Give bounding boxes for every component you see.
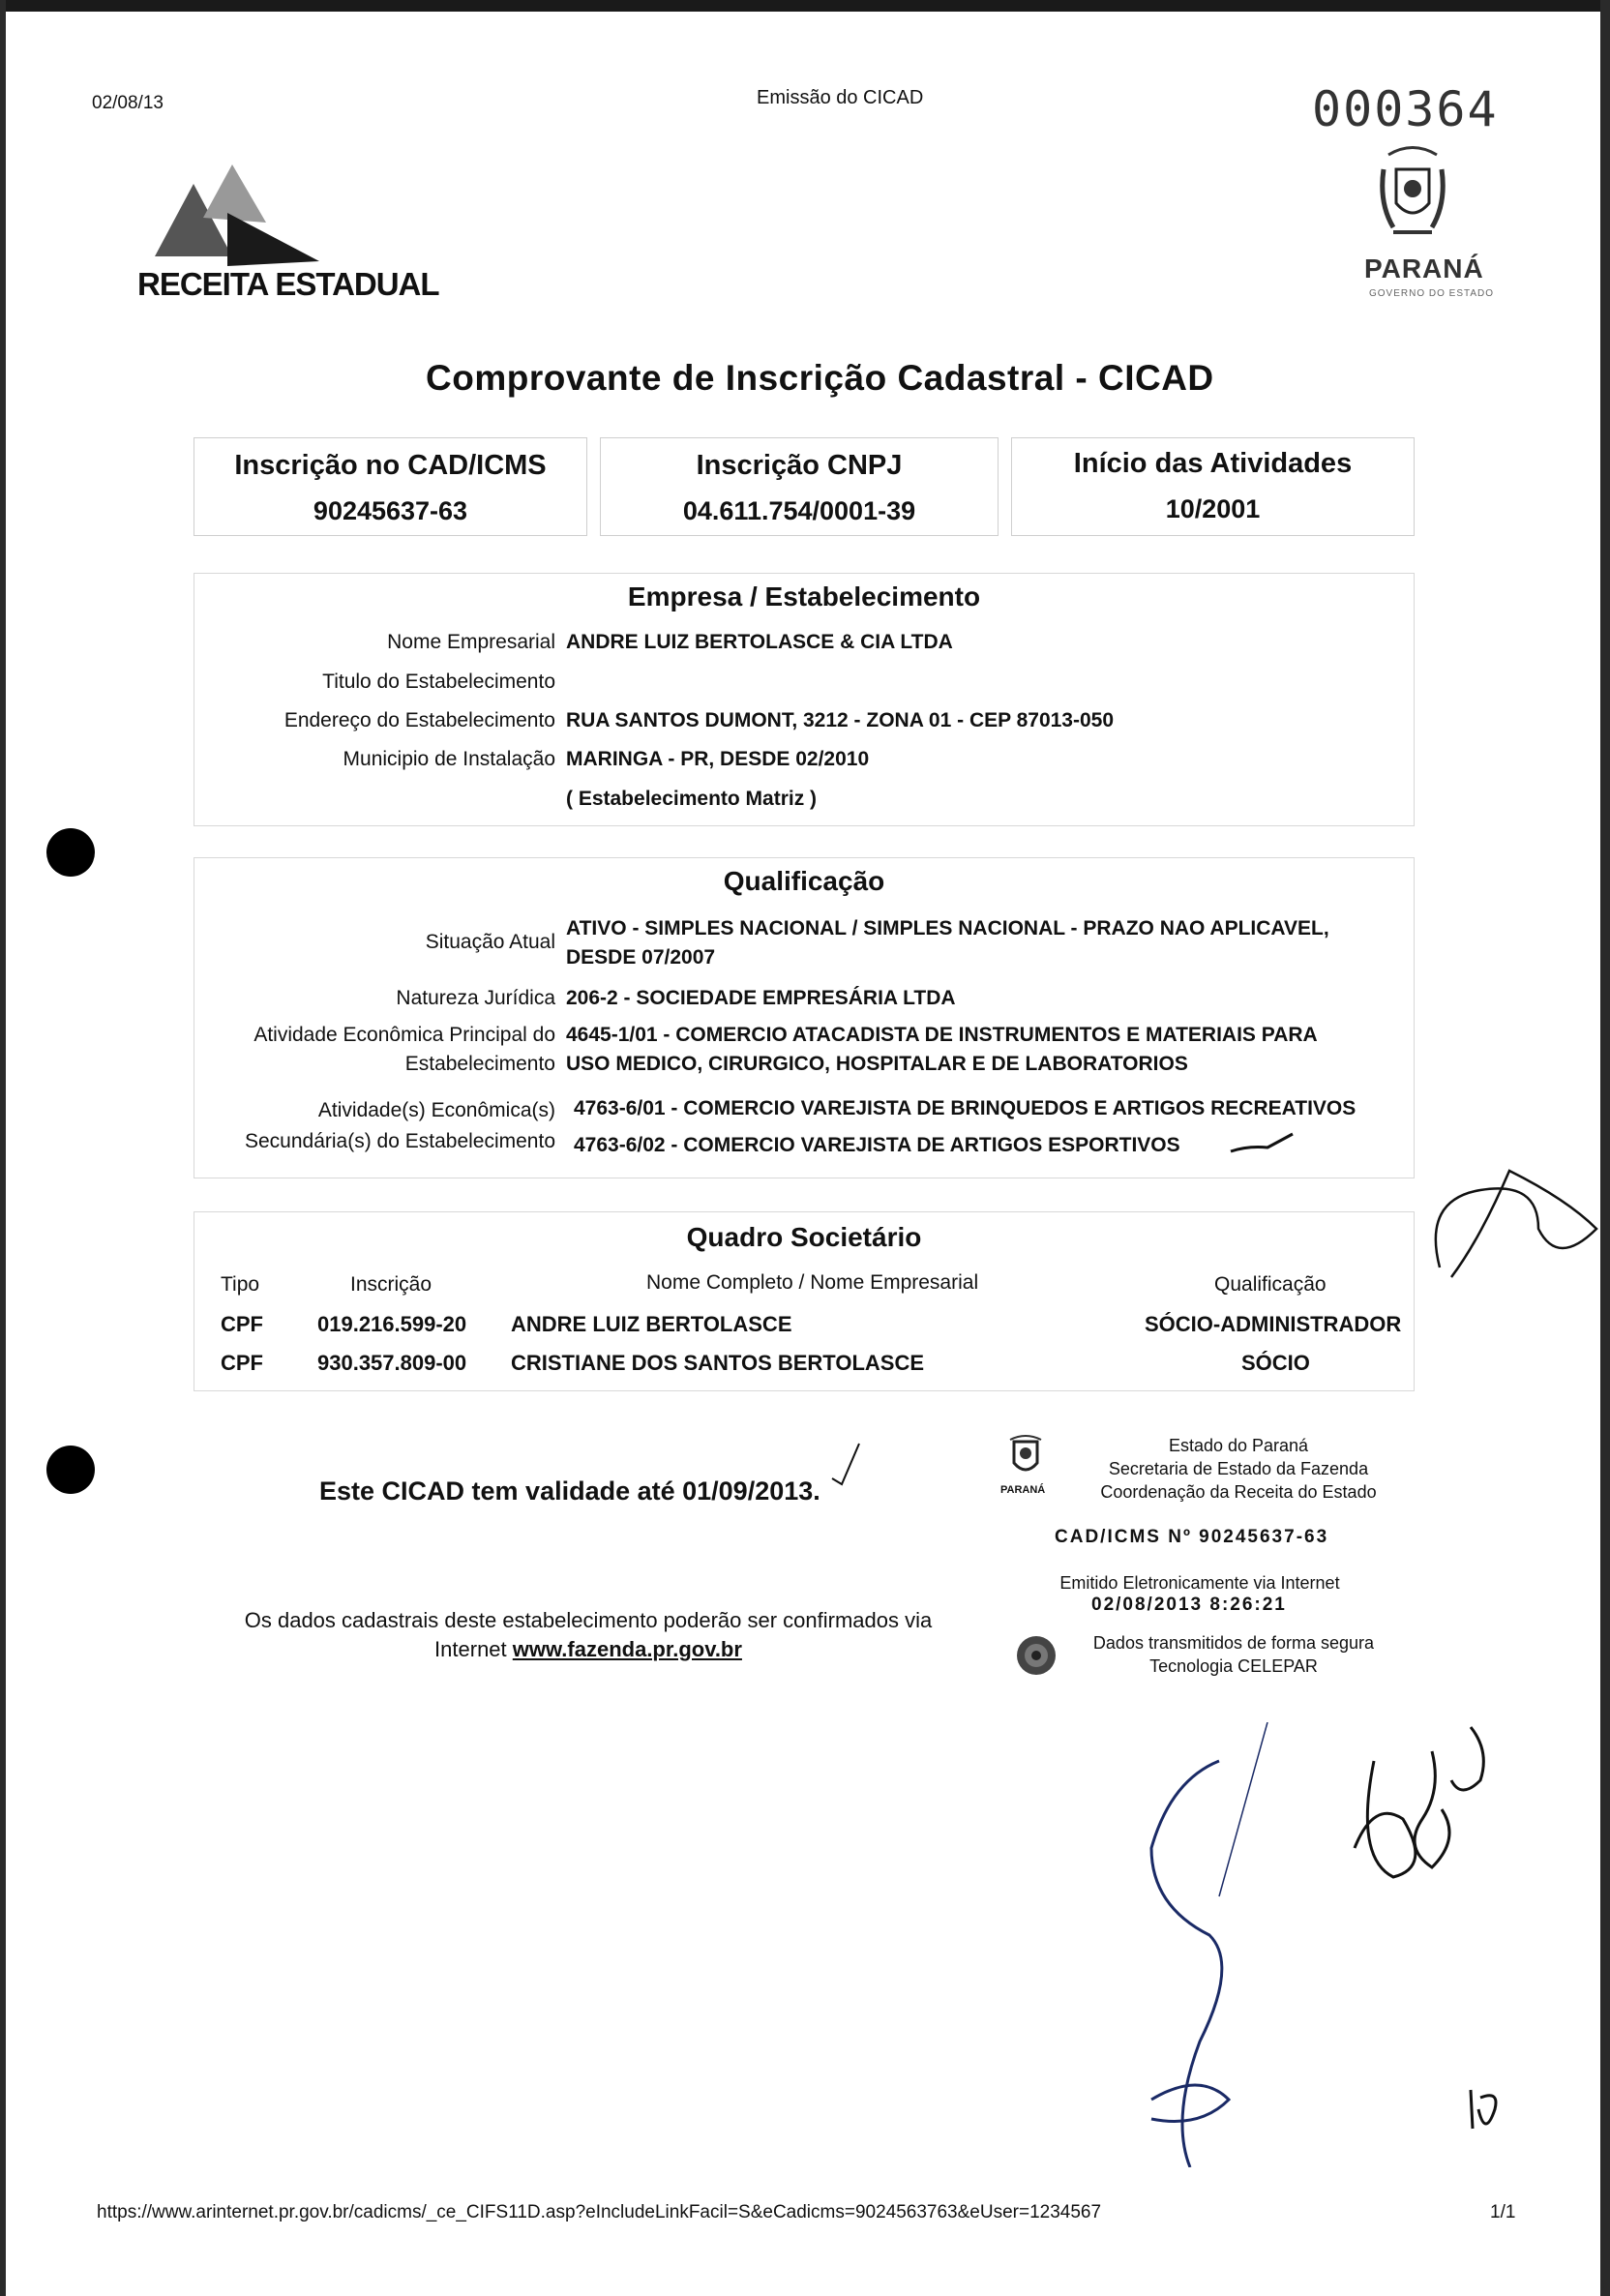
row-nome: ANDRE LUIZ BERTOLASCE xyxy=(511,1312,792,1336)
stamp-datetime: 02/08/2013 8:26:21 xyxy=(1091,1595,1287,1615)
parana-small-crest-icon xyxy=(1006,1434,1045,1480)
parana-logo-subtext: GOVERNO DO ESTADO xyxy=(1369,288,1495,299)
footer-page-number: 1/1 xyxy=(1490,2202,1516,2222)
cnpj-value: 04.611.754/0001-39 xyxy=(682,496,916,525)
row-nome: CRISTIANE DOS SANTOS BERTOLASCE xyxy=(511,1351,925,1375)
print-title: Emissão do CICAD xyxy=(757,87,924,108)
col-header-qualificacao: Qualificação xyxy=(1214,1273,1327,1296)
validity-text: Este CICAD tem validade até 01/09/2013. xyxy=(319,1476,820,1506)
page-title: Comprovante de Inscrição Cadastral - CICAD xyxy=(426,358,1214,398)
verification-note-line1: Os dados cadastrais deste estabelecimento poderão ser confirmados via xyxy=(244,1608,933,1632)
tipo-estabelecimento: ( Estabelecimento Matriz ) xyxy=(566,788,818,810)
scan-right-border xyxy=(1600,0,1610,2296)
endereco-value: RUA SANTOS DUMONT, 3212 - ZONA 01 - CEP 87013-050 xyxy=(566,709,1115,731)
verification-note-prefix: Internet xyxy=(434,1637,507,1661)
handwritten-signature xyxy=(1113,1722,1538,2167)
inicio-atividades-value: 10/2001 xyxy=(1165,494,1261,523)
natureza-juridica-value: 206-2 - SOCIEDADE EMPRESÁRIA LTDA xyxy=(566,987,956,1009)
row-inscricao: 930.357.809-00 xyxy=(317,1351,467,1375)
atividade-secundaria-label-2: Secundária(s) do Estabelecimento xyxy=(244,1130,555,1152)
punch-hole xyxy=(46,828,95,877)
stamp-cad-number: CAD/ICMS Nº 90245637-63 xyxy=(1055,1527,1329,1547)
quadro-section-title: Quadro Societário xyxy=(686,1222,922,1252)
cnpj-box xyxy=(600,437,999,536)
col-header-inscricao: Inscrição xyxy=(350,1273,432,1296)
row-tipo: CPF xyxy=(221,1312,263,1336)
titulo-estabelecimento-label: Titulo do Estabelecimento xyxy=(322,671,555,693)
secure-seal-icon xyxy=(1014,1633,1058,1678)
col-header-tipo: Tipo xyxy=(221,1273,260,1296)
cad-icms-box xyxy=(194,437,587,536)
endereco-label: Endereço do Estabelecimento xyxy=(283,709,555,731)
atividade-principal-line2: USO MEDICO, CIRURGICO, HOSPITALAR E DE LABORATORIOS xyxy=(566,1053,1188,1075)
row-tipo: CPF xyxy=(221,1351,263,1375)
stamp-line3: Coordenação da Receita do Estado xyxy=(1100,1482,1377,1502)
atividade-secundaria-line1: 4763-6/01 - COMERCIO VAREJISTA DE BRINQUEDOS E ARTIGOS RECREATIVOS xyxy=(574,1097,1357,1119)
atividade-secundaria-label-1: Atividade(s) Econômica(s) xyxy=(317,1099,555,1121)
qualificacao-section-title: Qualificação xyxy=(723,866,885,896)
situacao-line1: ATIVO - SIMPLES NACIONAL / SIMPLES NACIONAL - PRAZO NAO APLICAVEL, xyxy=(566,917,1329,939)
atividade-principal-label-2: Estabelecimento xyxy=(404,1053,555,1075)
handwritten-tick xyxy=(824,1442,873,1500)
verification-note xyxy=(221,1606,956,1664)
handwritten-checkmark xyxy=(1229,1130,1297,1159)
punch-hole xyxy=(46,1446,95,1494)
parana-crest-icon xyxy=(1379,145,1446,247)
atividade-principal-label-1: Atividade Econômica Principal do xyxy=(253,1024,555,1046)
nome-empresarial-label: Nome Empresarial xyxy=(387,631,555,653)
natureza-juridica-label: Natureza Jurídica xyxy=(396,987,555,1009)
stamp-logo-text: PARANÁ xyxy=(1000,1484,1046,1496)
row-qualificacao: SÓCIO xyxy=(1241,1351,1310,1375)
scan-left-border xyxy=(0,0,6,2296)
row-qualificacao: SÓCIO-ADMINISTRADOR xyxy=(1145,1312,1402,1336)
stamp-seguro1: Dados transmitidos de forma segura xyxy=(1092,1633,1375,1653)
situacao-line2: DESDE 07/2007 xyxy=(566,946,716,969)
cad-icms-value: 90245637-63 xyxy=(313,496,468,525)
nome-empresarial-value: ANDRE LUIZ BERTOLASCE & CIA LTDA xyxy=(566,631,953,653)
stamp-seguro2: Tecnologia CELEPAR xyxy=(1149,1656,1318,1676)
cnpj-label: Inscrição CNPJ xyxy=(696,450,903,481)
parana-logo-text: PARANÁ xyxy=(1364,253,1484,283)
receita-estadual-logo-text: RECEITA ESTADUAL xyxy=(137,266,439,302)
inicio-atividades-label: Início das Atividades xyxy=(1073,448,1353,479)
municipio-label: Municipio de Instalação xyxy=(343,748,555,770)
situacao-label: Situação Atual xyxy=(425,931,555,953)
empresa-section-title: Empresa / Estabelecimento xyxy=(627,581,981,611)
stamp-line2: Secretaria de Estado da Fazenda xyxy=(1108,1459,1369,1478)
municipio-value: MARINGA - PR, DESDE 02/2010 xyxy=(566,748,870,770)
fazenda-link[interactable]: www.fazenda.pr.gov.br xyxy=(512,1637,742,1661)
stamp-line1: Estado do Paraná xyxy=(1168,1436,1309,1455)
stamp-emitido: Emitido Eletronicamente via Internet xyxy=(1059,1573,1340,1593)
scan-top-border xyxy=(0,0,1610,12)
atividade-principal-line1: 4645-1/01 - COMERCIO ATACADISTA DE INSTRUMENTOS E MATERIAIS PARA xyxy=(566,1024,1318,1046)
print-date: 02/08/13 xyxy=(92,93,164,113)
row-inscricao: 019.216.599-20 xyxy=(317,1312,467,1336)
inicio-atividades-box xyxy=(1011,437,1415,536)
atividade-secundaria-line2: 4763-6/02 - COMERCIO VAREJISTA DE ARTIGOS ESPORTIVOS xyxy=(574,1134,1180,1156)
cad-icms-label: Inscrição no CAD/ICMS xyxy=(234,450,547,481)
col-header-nome: Nome Completo / Nome Empresarial xyxy=(646,1271,979,1294)
document-number-stamp: 000364 xyxy=(1312,81,1499,137)
handwritten-initials xyxy=(1422,1161,1606,1297)
footer-url: https://www.arinternet.pr.gov.br/cadicms/_ce_CIFS11D.asp?eIncludeLinkFacil=S&eCadicms=9024563763&eUser=1234567 xyxy=(97,2202,1102,2222)
